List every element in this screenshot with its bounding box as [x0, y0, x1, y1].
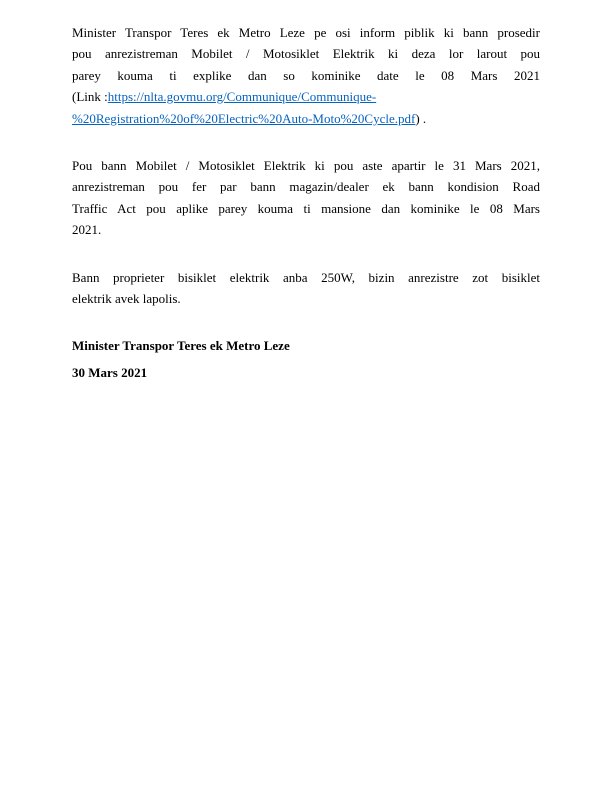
body-text: pou anrezistreman Mobilet / Motosiklet Elektrik ki deza lor larout pou	[72, 46, 540, 62]
body-text: parey kouma ti explike dan so kominike date le 08 Mars 2021	[72, 67, 540, 83]
paragraph-bicycle	[72, 267, 540, 310]
communique-pdf-link[interactable]	[108, 89, 376, 104]
paragraph-bicycle-line	[72, 288, 540, 309]
body-text: anrezistreman pou fer par bann magazin/dealer ek bann kondision Road	[72, 179, 540, 195]
signature-line	[72, 335, 540, 356]
paragraph-registration	[72, 155, 540, 241]
signature-text: Minister Transpor Teres ek Metro Leze	[72, 338, 290, 354]
link-prefix-text: (Link :	[72, 89, 108, 105]
paragraph-intro-line	[72, 22, 540, 43]
paragraph-intro	[72, 22, 540, 129]
paragraph-registration-line	[72, 219, 540, 240]
date-line	[72, 362, 540, 383]
body-text: Pou bann Mobilet / Motosiklet Elektrik ki pou aste apartir le 31 Mars 2021,	[72, 158, 540, 174]
paragraph-bicycle-line	[72, 267, 540, 288]
body-text: Bann proprieter bisiklet elektrik anba 250W, bizin anrezistre zot bisiklet	[72, 269, 540, 285]
date-text: 30 Mars 2021	[72, 364, 148, 380]
paragraph-intro-line	[72, 65, 540, 86]
body-text: Traffic Act pou aplike parey kouma ti mansione dan kominike le 08 Mars	[72, 200, 540, 216]
paragraph-registration-line	[72, 155, 540, 176]
communique-pdf-link-text: https://nlta.govmu.org/Communique/Communique-	[107, 89, 377, 105]
body-text: Minister Transpor Teres ek Metro Leze pe osi inform piblik ki bann prosedir	[72, 25, 540, 40]
paragraph-intro-link-line-2	[72, 108, 540, 129]
paragraph-intro-link-line-1	[72, 86, 540, 107]
body-text: elektrik avek lapolis.	[72, 291, 181, 307]
link-suffix-text: ) .	[415, 110, 427, 126]
communique-pdf-link[interactable]	[72, 111, 415, 126]
body-text: 2021.	[72, 222, 102, 238]
paragraph-intro-line	[72, 43, 540, 64]
communique-pdf-link-text: %20Registration%20of%20Electric%20Auto-Moto%20Cycle.pdf	[72, 110, 416, 126]
paragraph-registration-line	[72, 198, 540, 219]
paragraph-registration-line	[72, 176, 540, 197]
